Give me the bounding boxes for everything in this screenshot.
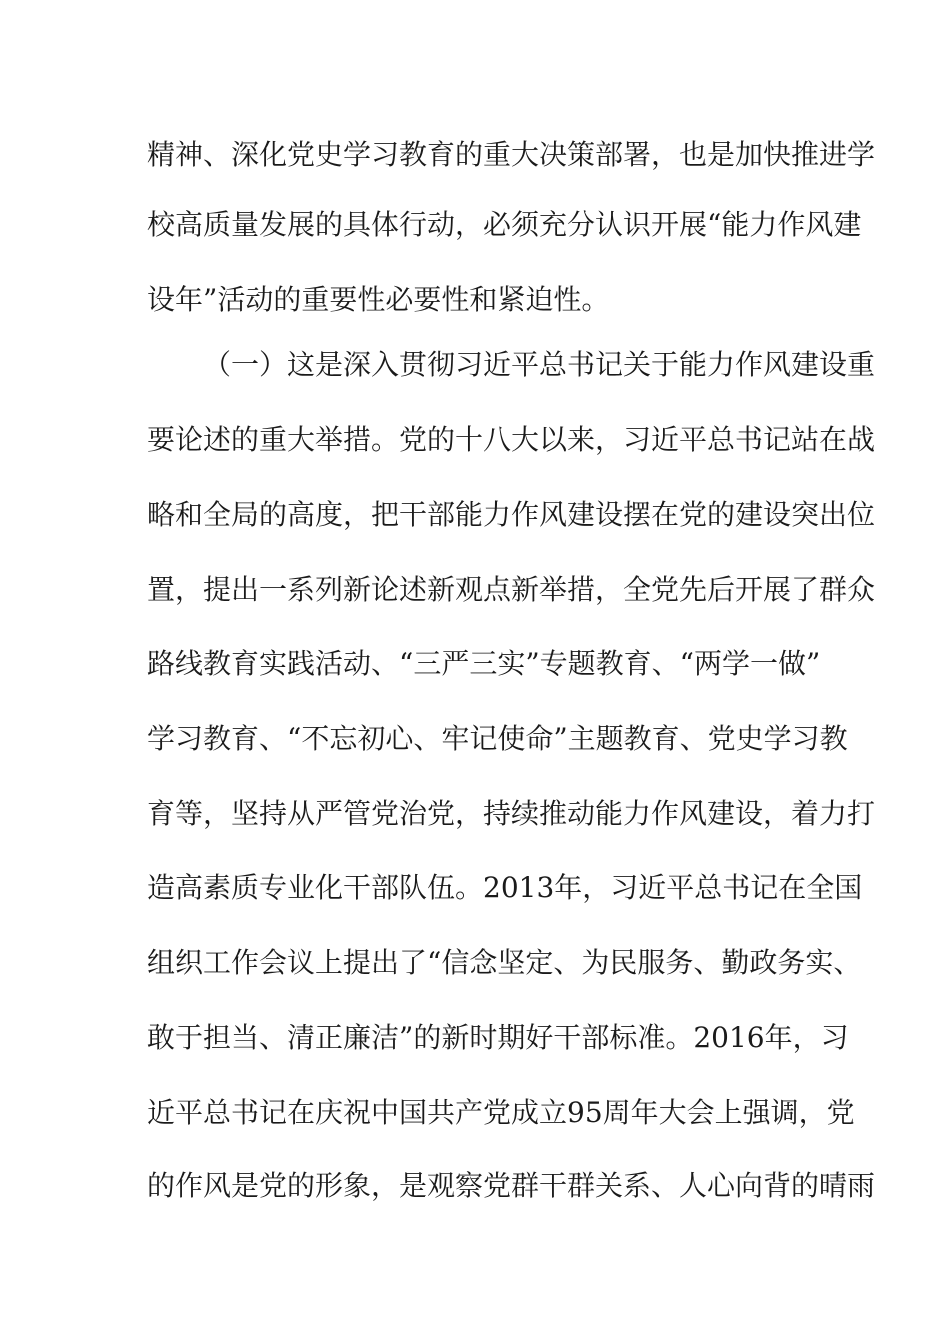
text-line: 组织工作会议上提出了“信念坚定、为民服务、勤政务实、 [147, 946, 862, 979]
text-line: 要论述的重大举措。党的十八大以来，习近平总书记站在战 [147, 423, 876, 456]
text-line: 学习教育、“不忘初心、牢记使命”主题教育、党史学习教 [147, 722, 848, 755]
section-heading-line: （一）这是深入贯彻习近平总书记关于能力作风建设重 [203, 348, 876, 381]
text-line: 敢于担当、清正廉洁”的新时期好干部标准。2016年，习 [147, 1021, 849, 1054]
text-line: 校高质量发展的具体行动，必须充分认识开展“能力作风建 [147, 208, 862, 241]
text-line: 略和全局的高度，把干部能力作风建设摆在党的建设突出位 [147, 498, 876, 531]
text-line: 育等，坚持从严管党治党，持续推动能力作风建设，着力打 [147, 797, 876, 830]
text-line: 设年”活动的重要性必要性和紧迫性。 [147, 283, 610, 316]
text-line: 置，提出一系列新论述新观点新举措，全党先后开展了群众 [147, 573, 876, 606]
text-line: 精神、深化党史学习教育的重大决策部署，也是加快推进学 [147, 138, 876, 171]
text-line: 的作风是党的形象，是观察党群干群关系、人心向背的晴雨 [147, 1169, 876, 1202]
text-line: 造高素质专业化干部队伍。2013年，习近平总书记在全国 [147, 871, 863, 904]
text-line: 近平总书记在庆祝中国共产党成立95周年大会上强调，党 [147, 1096, 855, 1129]
text-line: 路线教育实践活动、“三严三实”专题教育、“两学一做” [147, 647, 821, 680]
